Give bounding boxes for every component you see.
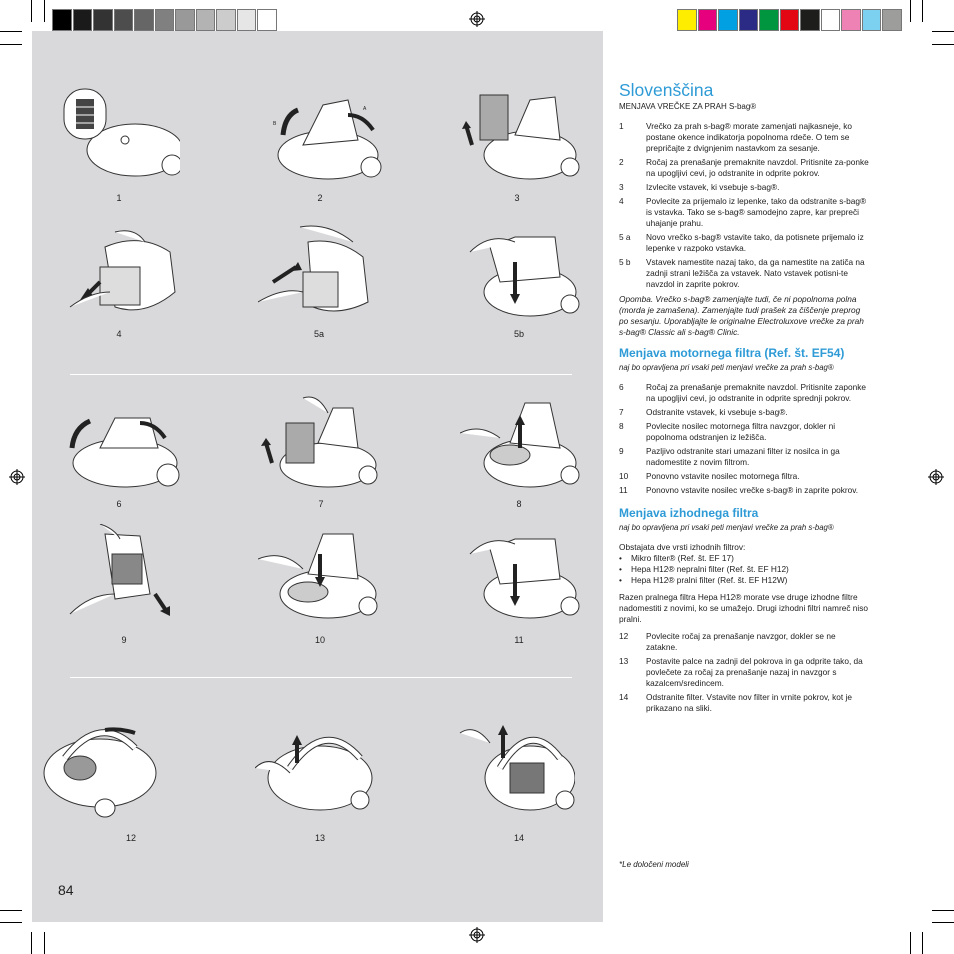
instruction-step [619, 631, 869, 653]
crop-mark [910, 0, 911, 22]
color-swatch [698, 9, 718, 31]
figure-number: 5a [313, 329, 324, 339]
step-number: 7 [619, 407, 624, 417]
section2-subtitle: naj bo opravljena pri vsaki peti menjavi vrečke za prah s-bag® [619, 363, 834, 372]
page-title: Slovenščina [619, 80, 714, 100]
instruction-step [619, 232, 869, 254]
figure-number: 1 [116, 193, 122, 203]
figure-number: 7 [318, 499, 324, 509]
step-number: 5 a [619, 232, 631, 242]
figure-10-illustration [258, 524, 378, 624]
instruction-step [619, 407, 869, 418]
step-number: 10 [619, 471, 629, 481]
step-number: 2 [619, 157, 624, 167]
instruction-step [619, 692, 869, 714]
figure-number: 14 [513, 833, 524, 843]
step-text: Izvlecite vstavek, ki vsebuje s-bag®. [646, 182, 780, 192]
color-swatch [841, 9, 861, 31]
color-swatch [237, 9, 257, 31]
crop-mark [932, 922, 954, 923]
color-swatch [155, 9, 175, 31]
step-number: 9 [619, 446, 624, 456]
color-swatch [882, 9, 902, 31]
filter-type-item [619, 564, 869, 575]
figure-2-label-a: A [363, 106, 367, 112]
step-text: Povlecite ročaj za prenašanje navzgor, dokler se ne zatakne. [646, 631, 836, 652]
crop-mark [932, 910, 954, 911]
figure-9-illustration [60, 524, 180, 624]
filter-type-list [619, 553, 869, 586]
instruction-step [619, 421, 869, 443]
color-swatch [759, 9, 779, 31]
step-text: Povlecite nosilec motornega filtra navzgor, dokler ni popolnoma odstranjen iz ležišča. [646, 421, 836, 442]
figure-5b-illustration [460, 222, 580, 322]
crop-mark [44, 0, 45, 22]
step-text: Ponovno vstavite nosilec vrečke s-bag® in zaprite pokrov. [646, 485, 859, 495]
step-text: Pazljivo odstranite stari umazani filter iz nosilca in ga nadomestite z novim filtrom. [646, 446, 840, 467]
color-swatch [780, 9, 800, 31]
bullet-icon: • [619, 564, 622, 574]
color-swatch [216, 9, 236, 31]
figure-number: 3 [514, 193, 520, 203]
step-text: Povlecite za prijemalo iz lepenke, tako da odstranite s-bag® is vstavka. Tako se s-bag® samodejno zapre, kar prepreči uhajanje prahu. [646, 196, 867, 228]
footnote: *Le določeni modeli [619, 860, 689, 869]
figure-14-illustration [455, 718, 575, 818]
crop-mark [0, 44, 22, 45]
step-text: Vrečko za prah s-bag® morate zamenjati najkasneje, ko postane okence indikatorja popolnoma rdeče. O tem se prepričajte z dvignjenim nastavkom za sesanje. [646, 121, 852, 153]
color-swatch [718, 9, 738, 31]
color-swatch [800, 9, 820, 31]
figure-number: 10 [314, 635, 325, 645]
step-text: Odstranite filter. Vstavite nov filter in vrnite pokrov, kot je prikazano na sliki. [646, 692, 852, 713]
grayscale-calibration-bar [52, 9, 278, 31]
step-text: Novo vrečko s-bag® vstavite tako, da potisnete prijemalo iz lepenke v razpoko vstavka. [646, 232, 864, 253]
figure-2-label-b: B [273, 121, 277, 127]
crop-mark [0, 910, 22, 911]
step-text: Ročaj za prenašanje premaknite navzdol. Pritisnite za-ponke na upogljivi cevi, jo odstranite in odprite pokrov. [646, 157, 869, 178]
color-swatch [73, 9, 93, 31]
crop-mark [932, 31, 954, 32]
figure-number: 8 [516, 499, 522, 509]
step-number: 11 [619, 485, 628, 495]
step-number: 5 b [619, 257, 631, 267]
row-divider [70, 374, 572, 375]
instructions-column [619, 80, 869, 717]
step-number: 3 [619, 182, 624, 192]
instruction-step [619, 157, 869, 179]
filter-type-text: Mikro filter® (Ref. št. EF 17) [631, 553, 734, 563]
step-number: 12 [619, 631, 629, 641]
section3-subtitle: naj bo opravljena pri vsaki peti menjavi vrečke za prah s-bag® [619, 523, 834, 532]
instruction-step [619, 485, 869, 496]
section1-note: Opomba. Vrečko s-bag® zamenjajte tudi, če ni popolnoma polna (morda je zamašena). Zamenjajte tudi prašek za čiščenje preprog po sesanju. Uporabljajte le originalne Electroluxove vrečke za prah s-bag® Classic ali s-bag® Clinic. [619, 294, 864, 337]
instruction-step [619, 182, 869, 193]
instruction-step [619, 656, 869, 689]
figure-6-illustration [60, 393, 180, 493]
color-calibration-bar [677, 9, 903, 31]
crop-mark [910, 932, 911, 954]
color-swatch [114, 9, 134, 31]
figure-number: 9 [121, 635, 127, 645]
crop-mark [0, 922, 22, 923]
step-number: 6 [619, 382, 624, 392]
figure-11-illustration [460, 524, 580, 624]
section2-steps [619, 382, 869, 496]
figure-3-illustration [460, 85, 580, 185]
figure-4-illustration [60, 222, 180, 322]
step-text: Odstranite vstavek, ki vsebuje s-bag®. [646, 407, 788, 417]
step-number: 8 [619, 421, 624, 431]
bullet-icon: • [619, 575, 622, 585]
figure-number: 12 [125, 833, 136, 843]
color-swatch [196, 9, 216, 31]
section3-steps [619, 631, 869, 714]
crop-mark [922, 932, 923, 954]
step-text: Ponovno vstavite nosilec motornega filtra. [646, 471, 800, 481]
crop-mark [932, 44, 954, 45]
step-number: 4 [619, 196, 624, 206]
step-text: Ročaj za prenašanje premaknite navzdol. Pritisnite zaponke na upogljivi cevi, jo odstranite in odprite sprednji pokrov. [646, 382, 866, 403]
figure-number: 11 [514, 635, 524, 645]
step-number: 14 [619, 692, 629, 702]
filter-type-item [619, 553, 869, 564]
instruction-step [619, 446, 869, 468]
page-number: 84 [58, 882, 74, 898]
section3-paragraph: Razen pralnega filtra Hepa H12® morate vse druge izhodne filtre nadomestiti z novimi, ko se umažejo. Drugi izhodni filtri namreč niso pralni. [619, 592, 869, 624]
color-swatch [739, 9, 759, 31]
instruction-step [619, 196, 869, 229]
crop-mark [44, 932, 45, 954]
step-number: 13 [619, 656, 629, 666]
color-swatch [821, 9, 841, 31]
instruction-step [619, 471, 869, 482]
color-swatch [677, 9, 697, 31]
figure-number: 2 [317, 193, 323, 203]
figure-12-illustration [40, 718, 160, 818]
figure-1-illustration [60, 85, 180, 185]
step-text: Postavite palce na zadnji del pokrova in ga odprite tako, da povlečete za ročaj za prenašanje nazaj in navzgor s kazalcem/sredincem. [646, 656, 863, 688]
row-divider [70, 677, 572, 678]
registration-mark-icon [9, 469, 25, 485]
figure-5a-illustration [258, 222, 378, 322]
figure-13-illustration [255, 718, 375, 818]
figure-number: 6 [116, 499, 122, 509]
section1-steps [619, 121, 869, 290]
step-number: 1 [619, 121, 624, 131]
figure-number: 4 [116, 329, 122, 339]
color-swatch [93, 9, 113, 31]
crop-mark [922, 0, 923, 22]
instruction-step [619, 257, 869, 290]
figure-8-illustration [460, 393, 580, 493]
color-swatch [52, 9, 72, 31]
figure-number: 13 [314, 833, 325, 843]
color-swatch [257, 9, 277, 31]
color-swatch [862, 9, 882, 31]
filter-type-item [619, 575, 869, 586]
section3-intro: Obstajata dve vrsti izhodnih filtrov: [619, 542, 746, 552]
crop-mark [31, 0, 32, 22]
figure-number: 5b [513, 329, 524, 339]
color-swatch [175, 9, 195, 31]
filter-type-text: Hepa H12® nepralni filter (Ref. št. EF H12) [631, 564, 789, 574]
bullet-icon: • [619, 553, 622, 563]
registration-mark-icon [928, 469, 944, 485]
step-text: Vstavek namestite nazaj tako, da ga namestite na zatiča na zadnji strani ležišča za vstavek. Nato vstavek potisni-te navzdol in zaprite pokrov. [646, 257, 865, 289]
crop-mark [0, 31, 22, 32]
section3-title: Menjava izhodnega filtra [619, 506, 759, 520]
figure-2-illustration [263, 85, 383, 185]
registration-mark-icon [469, 11, 485, 27]
figure-7-illustration [258, 393, 378, 493]
section1-subtitle: MENJAVA VREČKE ZA PRAH S-bag® [619, 102, 757, 111]
crop-mark [31, 932, 32, 954]
color-swatch [134, 9, 154, 31]
registration-mark-icon [469, 927, 485, 943]
instruction-step [619, 121, 869, 154]
instruction-step [619, 382, 869, 404]
filter-type-text: Hepa H12® pralni filter (Ref. št. EF H12W) [631, 575, 788, 585]
section2-title: Menjava motornega filtra (Ref. št. EF54) [619, 346, 845, 360]
